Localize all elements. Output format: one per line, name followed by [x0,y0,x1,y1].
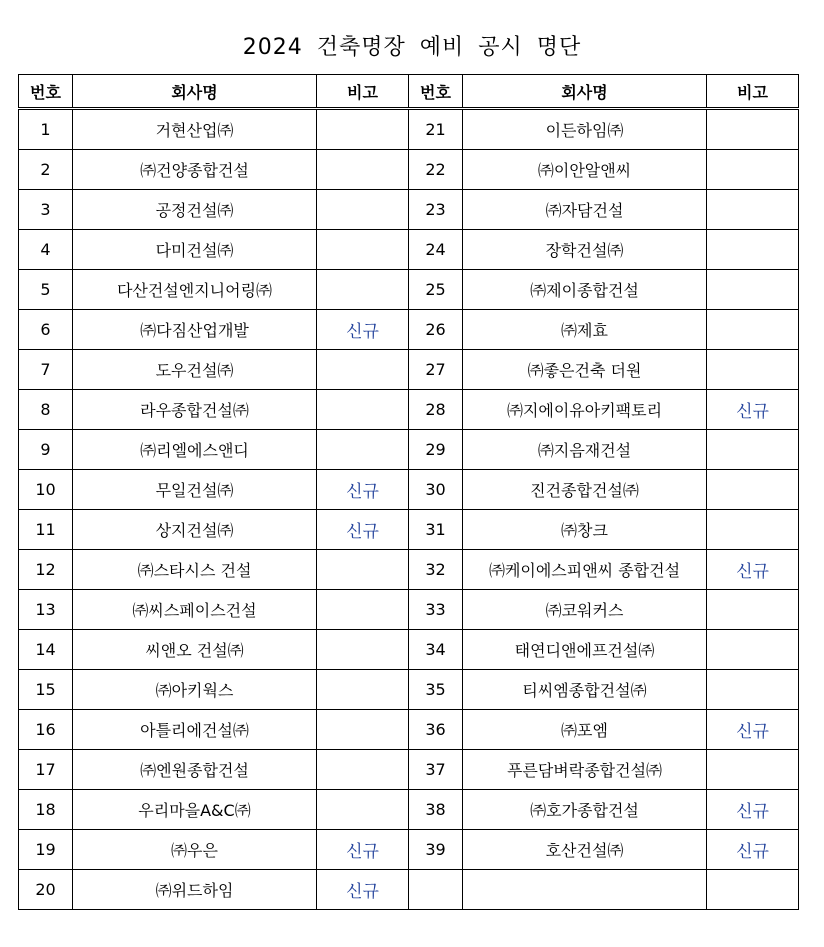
cell-note-left [317,390,409,430]
cell-number-left: 3 [19,190,73,230]
cell-company-right: 티씨엠종합건설㈜ [463,670,707,710]
table-row [19,670,799,710]
cell-number-left: 20 [19,870,73,910]
cell-company-left: 다미건설㈜ [73,230,317,270]
cell-company-left: ㈜다짐산업개발 [73,310,317,350]
cell-note-right: 신규 [707,390,799,430]
cell-company-right: ㈜이안알앤씨 [463,150,707,190]
cell-note-right: 신규 [707,710,799,750]
cell-note-right [707,230,799,270]
cell-number-left: 15 [19,670,73,710]
cell-note-right [707,750,799,790]
cell-note-right [707,630,799,670]
cell-company-left: 공정건설㈜ [73,190,317,230]
cell-company-right: 장학건설㈜ [463,230,707,270]
cell-company-right: ㈜호가종합건설 [463,790,707,830]
cell-company-left: 우리마을A&C㈜ [73,790,317,830]
cell-company-right: 태연디앤에프건설㈜ [463,630,707,670]
cell-company-left: ㈜위드하임 [73,870,317,910]
cell-number-left: 2 [19,150,73,190]
cell-number-right: 37 [409,750,463,790]
cell-note-right: 신규 [707,830,799,870]
cell-number-right: 27 [409,350,463,390]
cell-company-right: 호산건설㈜ [463,830,707,870]
cell-company-left: ㈜리엘에스앤디 [73,430,317,470]
page-title: 2024 건축명장 예비 공시 명단 [242,35,582,60]
cell-note-left [317,750,409,790]
cell-note-right [707,150,799,190]
cell-note-left [317,630,409,670]
header-num-left: 번호 [19,75,73,109]
cell-company-right: 진건종합건설㈜ [463,470,707,510]
cell-company-right: 푸른담벼락종합건설㈜ [463,750,707,790]
cell-note-left [317,190,409,230]
cell-number-right: 25 [409,270,463,310]
cell-note-right [707,430,799,470]
cell-note-left: 신규 [317,870,409,910]
cell-company-left: 무일건설㈜ [73,470,317,510]
cell-number-right: 38 [409,790,463,830]
cell-note-right: 신규 [707,550,799,590]
cell-number-right: 30 [409,470,463,510]
table-row [19,109,799,150]
cell-company-right: ㈜제효 [463,310,707,350]
table-body [19,109,799,910]
table-row [19,150,799,190]
cell-company-right: ㈜좋은건축 더원 [463,350,707,390]
table-row [19,430,799,470]
cell-number-right: 39 [409,830,463,870]
cell-note-left: 신규 [317,510,409,550]
cell-note-left [317,350,409,390]
cell-company-left: ㈜아키웍스 [73,670,317,710]
cell-note-left [317,270,409,310]
cell-company-right: ㈜포엠 [463,710,707,750]
table-row [19,510,799,550]
cell-note-right [707,510,799,550]
table-row [19,710,799,750]
cell-number-right: 33 [409,590,463,630]
cell-number-left: 17 [19,750,73,790]
cell-company-left: ㈜우은 [73,830,317,870]
cell-company-right: 이든하임㈜ [463,109,707,150]
table-header-row [19,75,799,109]
table-row [19,390,799,430]
cell-note-right [707,350,799,390]
cell-number-right: 26 [409,310,463,350]
cell-number-left: 12 [19,550,73,590]
table-row [19,870,799,910]
cell-number-left: 5 [19,270,73,310]
header-note-right: 비고 [707,75,799,109]
cell-number-left: 10 [19,470,73,510]
cell-number-right: 23 [409,190,463,230]
cell-number-left: 9 [19,430,73,470]
cell-company-left: 라우종합건설㈜ [73,390,317,430]
cell-company-right: ㈜자담건설 [463,190,707,230]
cell-number-left: 18 [19,790,73,830]
cell-note-left [317,430,409,470]
cell-company-left: ㈜스타시스 건설 [73,550,317,590]
cell-company-left: ㈜씨스페이스건설 [73,590,317,630]
cell-number-right: 31 [409,510,463,550]
cell-note-right [707,190,799,230]
cell-company-right: ㈜케이에스피앤씨 종합건설 [463,550,707,590]
cell-company-left: 씨앤오 건설㈜ [73,630,317,670]
cell-number-left: 8 [19,390,73,430]
cell-number-right: 28 [409,390,463,430]
cell-note-left [317,590,409,630]
cell-company-left: 아틀리에건설㈜ [73,710,317,750]
cell-company-right: ㈜코워커스 [463,590,707,630]
cell-note-right [707,670,799,710]
cell-note-right [707,870,799,910]
cell-number-right: 22 [409,150,463,190]
cell-number-right: 36 [409,710,463,750]
table-row [19,270,799,310]
cell-number-left: 14 [19,630,73,670]
cell-company-left: 상지건설㈜ [73,510,317,550]
cell-number-right: 29 [409,430,463,470]
cell-note-left [317,230,409,270]
cell-company-right: ㈜지에이유아키팩토리 [463,390,707,430]
cell-note-left: 신규 [317,830,409,870]
cell-note-right [707,270,799,310]
cell-note-left: 신규 [317,310,409,350]
cell-number-right: 21 [409,109,463,150]
cell-company-right: ㈜지음재건설 [463,430,707,470]
roster-table [18,74,799,910]
cell-number-left: 11 [19,510,73,550]
table-row [19,630,799,670]
cell-note-right: 신규 [707,790,799,830]
header-company-right: 회사명 [463,75,707,109]
cell-note-right [707,470,799,510]
cell-company-right: ㈜창크 [463,510,707,550]
table-row [19,310,799,350]
cell-note-left [317,150,409,190]
cell-number-right [409,870,463,910]
table-row [19,750,799,790]
table-row [19,470,799,510]
cell-company-left: 거현산업㈜ [73,109,317,150]
cell-note-left [317,670,409,710]
table-row [19,830,799,870]
cell-number-right: 34 [409,630,463,670]
table-row [19,230,799,270]
cell-note-left: 신규 [317,470,409,510]
cell-number-right: 32 [409,550,463,590]
cell-number-left: 1 [19,109,73,150]
cell-note-right [707,310,799,350]
cell-company-right [463,870,707,910]
table-row [19,550,799,590]
cell-company-right: ㈜제이종합건설 [463,270,707,310]
cell-number-left: 19 [19,830,73,870]
table-row [19,590,799,630]
table-row [19,350,799,390]
header-note-left: 비고 [317,75,409,109]
cell-number-left: 7 [19,350,73,390]
cell-number-right: 24 [409,230,463,270]
cell-company-left: ㈜건양종합건설 [73,150,317,190]
cell-note-left [317,710,409,750]
cell-note-right [707,590,799,630]
table-row [19,190,799,230]
cell-note-left [317,550,409,590]
cell-company-left: ㈜엔원종합건설 [73,750,317,790]
cell-note-right [707,109,799,150]
cell-number-left: 6 [19,310,73,350]
cell-number-left: 16 [19,710,73,750]
table-row [19,790,799,830]
cell-number-left: 4 [19,230,73,270]
cell-company-left: 다산건설엔지니어링㈜ [73,270,317,310]
cell-note-left [317,790,409,830]
header-num-right: 번호 [409,75,463,109]
cell-note-left [317,109,409,150]
cell-number-right: 35 [409,670,463,710]
cell-company-left: 도우건설㈜ [73,350,317,390]
cell-number-left: 13 [19,590,73,630]
header-company-left: 회사명 [73,75,317,109]
